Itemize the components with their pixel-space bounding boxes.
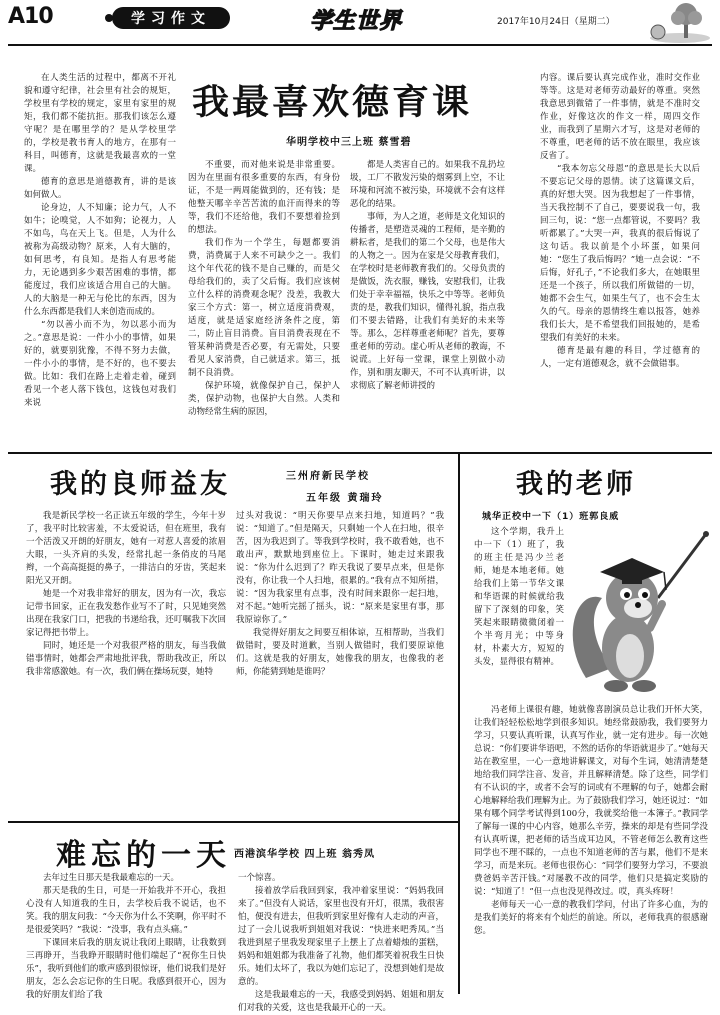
paragraph: “我本勿忘父母恩”的意思是长大以后不要忘记父母的恩情。读了这篇课文后，真的好想大哭。因为我想起了一件事情，当天我控制不了自己，要要说我一句，我回三句，说：“您一点都管说，不要吗？我听都累了。”大哭一声，我真的很后悔说了这句话。我以前是个小坏蛋，如果问她：“您生了我后悔吗？”她一点会说：“不后悔，好孔子，”不论我们多大，在她眼里还是一个孩子，所以我们所做错的一切，她都不会生气，如果生气了，也不会生太久的气。母亲的恩情终生难以报答，她养我们长大，是不希望我们回报她的，是希望我们有美好的未来。 bbox=[540, 164, 700, 343]
paragraph: 我觉得好朋友之间要互相体谅，互相帮助，当我们做错时，要及时道歉，当别人做错时，我们要原谅他们。这就是我的好朋友，她像我的朋友，也像我的老师，你能猜到她是谁吗？ bbox=[236, 628, 444, 677]
section-divider bbox=[8, 452, 712, 454]
article1-column-1 bbox=[24, 72, 176, 448]
paragraph: 一个惊喜。 bbox=[238, 873, 281, 883]
paragraph: 这个学期，我升上中一下（1）班了，我的班主任是冯少兰老师，她是本地老师。她给我们上第一节华文课和华语课的时候就给我留下了深刻的印象，笑笑起来眼睛微微闭着一个半弯月光；中等身材，朴素大方，短短的头发，显得很有精神。 bbox=[474, 527, 564, 667]
paragraph: 我是新民学校一名正读五年级的学生，今年十岁了，我平时比较害羞，不太爱说话，但在班里，我有一个活泼又开朗的好朋友，她有一对惹人喜爱的浓眉大眼，一头齐肩的头发，经常扎起一条俏皮的马尾辫，一个高高挺挺的鼻子，一排洁白的牙齿，笑起来阳光又开朗。 bbox=[26, 511, 226, 586]
article2-author: 五年级 黄瑞玲 bbox=[306, 493, 384, 504]
tree-globe-icon bbox=[640, 2, 714, 44]
paragraph: 去年过生日那天是我最难忘的一天。 bbox=[43, 873, 180, 883]
paragraph: “勿以善小而不为，勿以恶小而为之。”意思是说：一件小小的事情，如果好的，就要别犹豫，不得不努力去做，一件小小的事情，是不好的，也不要去做。比如：我们在路上走着走着，碰到看见一个老人落下钱包，这钱包对我们来说 bbox=[24, 320, 176, 408]
article2-column-1 bbox=[26, 510, 226, 815]
article4-column-2 bbox=[238, 872, 444, 1013]
paragraph: 都是人类害自己的。如果我不乱扔垃圾，工厂不散发污染的烟雾到上空，不让环境和河流不被污染，环境就不会有这样恶化的结果。 bbox=[350, 160, 505, 209]
article2-school: 三州府新民学校 bbox=[286, 471, 370, 482]
issue-date: 2017年10月24日（星期二） bbox=[497, 17, 615, 27]
article4-column-1 bbox=[26, 872, 226, 998]
paragraph: 同时，她还是一个对我很严格的朋友，每当我做错事情时，她都会严肃地批评我，帮助我改正，所以我非常感激她。有一次，我们俩在操场玩耍，她特 bbox=[26, 641, 226, 677]
article2-title: 我的良师益友 bbox=[50, 469, 230, 500]
article3-column-top bbox=[474, 526, 564, 698]
paragraph: 我们作为一个学生，每题都要消费，消费属于人来不可缺少之一。我们这个年代花的钱不是自己赚的，而是父母给我们的，卖了父后悔。我们应该树立什么样的消费观念呢？没差，我教大家三个方式：第一，树立适度消费观，适度，就是适家庭经济条件之度，第二，防止盲目消费。盲目消费表现在不管某种消费是否必要，有无需处，只要看见人家消费，自己就适求。第三，抵制不良消费。 bbox=[188, 238, 340, 378]
paragraph: 德育的意思是道德教育，讲的是该如何做人。 bbox=[24, 177, 176, 200]
section-divider bbox=[8, 821, 458, 823]
article4-byline: 西港滨华学校 四上班 翁秀凤 bbox=[234, 849, 375, 860]
article1-title: 我最喜欢德育课 bbox=[192, 80, 472, 123]
column-divider bbox=[458, 454, 460, 994]
paragraph: 下课回来后我的朋友说让我闭上眼睛，让我数到三再睁开，当我睁开眼睛时他们端起了“祝你生日快乐”，我听到他们的歌声感到很惊讶，他们说我们是好朋友，怎么会忘记你的生日呢。我感到很开心，因为我的好朋友们给了我 bbox=[26, 938, 226, 1000]
article3-title: 我的老师 bbox=[516, 469, 636, 500]
article1-byline: 华明学校中三上班 蔡雪碧 bbox=[286, 137, 412, 148]
paragraph: 不重要，而对他来说是非常重要。因为在里面有很多重要的东西，有身份证，不是一两周能做到的，还有钱；是他整天哪辛辛苦苦流的血汗而得来的等等，我们不还给他，我们不要想着捡到的想法。 bbox=[188, 160, 340, 235]
section-tag: 学习作文 bbox=[112, 7, 230, 29]
page-number: A10 bbox=[8, 4, 53, 29]
paragraph: 过头对我说：“明天你要早点来扫地，知道吗？”我说：“知道了。”但是隔天，只剩她一个人在扫地，很辛苦，因为我迟到了。等我到学校时，我不敢看她，也不敢出声，默默地到座位上。下课时，她走过来跟我说：“你为什么迟到了？昨天我说了要早点来，但是你没有，你让我一个人扫地，很累的。”我有点不知所措，说：“因为我家里有点事，没有时间来跟你一起扫地，对不起。”她听完摇了摇头，说：“原来是家里有事，那我原谅你了。” bbox=[236, 511, 444, 625]
paragraph: 老师每天一心一意的教我们学问，付出了许多心血，为的是我们美好的将来有个灿烂的前途。所以，老师我真的很感谢您。 bbox=[474, 900, 708, 936]
article3-column-bottom bbox=[474, 704, 708, 996]
paragraph: 她是一个对我非常好的朋友，因为有一次，我忘记带书回家，正在我发愁作业写不了时，只见她突然出现在我家门口，把我的书递给我，还叮嘱我下次回家记得把书带上。 bbox=[26, 589, 226, 638]
paragraph: 论身边，人不知廉；论力气，人不如牛；论嗅觉，人不如狗；论视力，人不如鸟，鸟在天上飞。但是，人为什么被称为高级动物？原来，人有大脑的，如何思考，有良知。是指人有思考能力，无论遇到多少艰苦困难的事情，都能度过，我们应该适合用自己的大脑。人的大脑是一种无与伦比的东西，因为什么东西都是我们人来创造而成的。 bbox=[24, 203, 176, 317]
paragraph: 冯老师上课很有趣，她就像喜剧演员总让我们开怀大笑，让我们轻轻松松地学到很多知识。她经常鼓励我，我们要努力学习，只要认真听课，认真写作业，就一定有进步。每一次她总说：“你们要讲华语吧，不然的话你的华语就退步了。”她每天站在教室里，一心一意地讲解课文，对每个生词，她清清楚楚地给我们同学注音、发音，并且解释清楚。除了这些，同学们有不认识的字，或者不会写的词或有不理解的句子，她都会耐心地解释给我们理解为止。为了鼓励我们学习，她还说过：“如果有哪个同学考试得到100分，我就奖给他一本簿子。”教同学了解每一课的中心内容，她那么辛劳，操来的却是有些同学没有认真听课，把老师的话当成耳边风，不管老师怎么教育这些同学也不理不睬的，一点也不知道老师的苦与累，他们不是来学习，而是来玩。老师也很伤心：“同学们要努力学习，不要浪费爸妈辛苦汗钱。”对屡教不改的同学，他们只是搞定奖励的说：“知道了！”但一点也没见得改过。哎，真头疼呀！ bbox=[474, 705, 708, 897]
paragraph: 德育是最有趣的科目，学过德育的人，一定有道德观念，就不会做错事。 bbox=[540, 346, 700, 369]
paragraph: 保护环境，就像保护自己，保护人类，保护动物，也保护大自然。人类和动物经常生病的原因， bbox=[188, 381, 340, 417]
paragraph: 事师，为人之道，老师是文化知识的传播者，是塑造灵魂的工程师，是辛勤的耕耘者，是我们的第二个父母，也是伟大的人物之一。因为在家是父母教育我们，在学校时是老师教育我们的。父母负责的是做饭，洗衣服，赚钱，安慰我们，让我们处于幸幸福福，快乐之中等等。老师负责的是，教我们知识，懂得礼貌，指点我们不要去错路，让我们有美好的未来等等。那么，怎样尊重老师呢？首先，要尊重老师的劳动。虚心听从老师的教诲，不说谎。上好每一堂课，课堂上别做小动作，别和朋友聊天，不可不认真听讲，以求彻底了解老师讲授的 bbox=[350, 212, 505, 391]
brand-logo: 学生世界 bbox=[310, 9, 403, 34]
paragraph: 内容。课后要认真完成作业，准时交作业等等。这是对老师劳动最好的尊重。突然我意思到微错了一件事情，就是不准时交作业，好像这次的作文一样，周四交作业，而我到了星期六才写，这是对老师的不尊重，吧老师的话不放在眼里，我应该反省了。 bbox=[540, 73, 700, 161]
article1-column-4 bbox=[540, 72, 700, 448]
paragraph: 那天是我的生日，可是一开始我并不开心，我担心没有人知道我的生日，去学校后我不说话，也不笑。我的朋友问我：“今天你为什么不笑啊，你平时不是很爱笑吗？”我说：“没事，我有点头痛。” bbox=[26, 886, 226, 935]
paragraph: 接着放学后我回到家，我冲着家里说：“妈妈我回来了。”但没有人说话，家里也没有开灯，很黑，我很害怕，便没有进去，但我听到家里好像有人走动的声音，过了一会儿说我听到姐姐对我说：“快进来吧秀凤。”当我进到屋子里我发现家里子上摆上了点着蜡烛的蛋糕，妈妈和姐姐都为我准备了礼物，他们都笑着祝我生日快乐。她们太坏了，我以为她们忘记了，没想到她们是故意的。 bbox=[238, 886, 444, 987]
article4-title: 难忘的一天 bbox=[56, 838, 231, 873]
header-rule bbox=[8, 44, 712, 46]
article1-column-2 bbox=[188, 159, 340, 449]
article2-column-2 bbox=[236, 510, 444, 815]
article1-column-3 bbox=[350, 159, 505, 449]
paragraph: 在人类生活的过程中，都离不开礼貌和遵守纪律，社会里有社会的规矩，学校里有学校的规定，家里有家里的规矩，我们都不能抗拒。那我们该怎么遵守呢？是在哪里学的？是从学校里学的，学校是教书育人的地方，在那有一科目，叫德育，这就是我最喜欢的一堂课。 bbox=[24, 73, 176, 174]
squirrel-teacher-icon bbox=[566, 528, 712, 698]
article3-byline: 城华正校中一下（1）班郭良威 bbox=[482, 512, 620, 522]
paragraph: 这是我最难忘的一天，我感受到妈妈、姐姐和朋友们对我的关爱，这也是我最开心的一天。 bbox=[238, 990, 444, 1013]
